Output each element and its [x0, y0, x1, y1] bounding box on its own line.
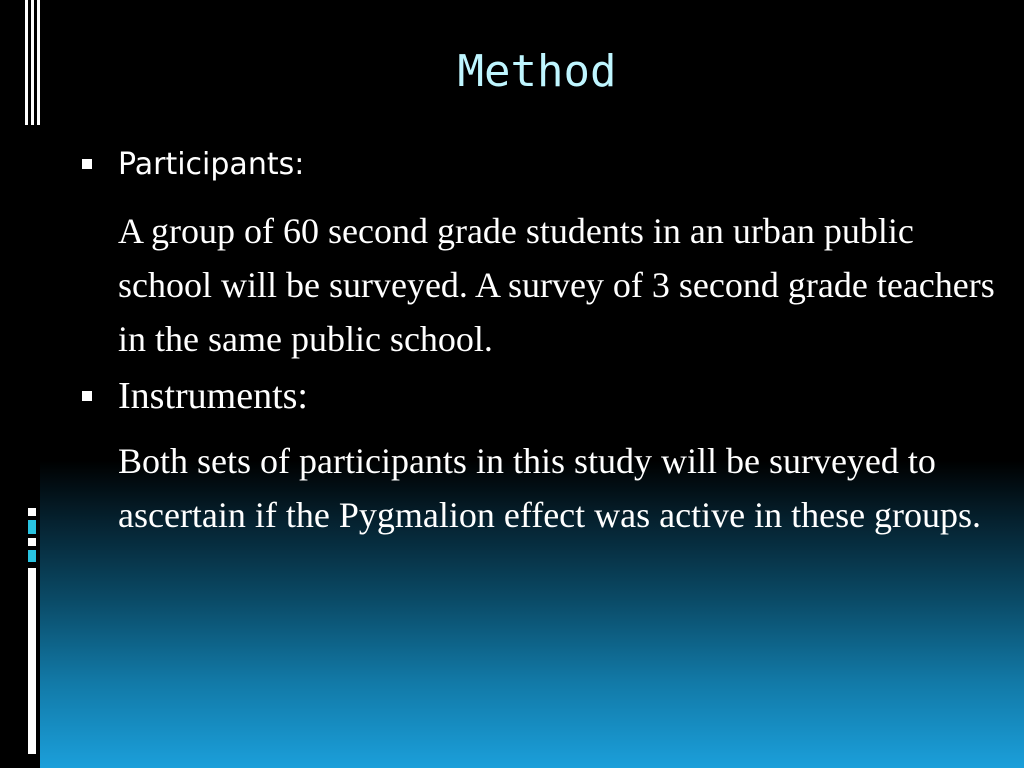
square-bullet-icon [82, 391, 92, 401]
bullet-body-text: A group of 60 second grade students in an urban public school will be surveyed. A survey of 3 second grade teachers in the same public school. [118, 211, 995, 359]
bullet-label: Instruments: [118, 375, 308, 417]
bullet-label: Participants: [118, 147, 305, 182]
decorative-bar [28, 568, 36, 754]
decorative-bar [28, 508, 36, 516]
bullet-item-participants [80, 142, 1000, 188]
decorative-bar [25, 0, 28, 125]
decorative-left-strip [0, 0, 40, 768]
decorative-bar [28, 550, 36, 562]
slide-title: Method [457, 46, 617, 97]
decorative-bar [31, 0, 34, 125]
decorative-bar [28, 538, 36, 546]
bullet-item-instruments [80, 370, 1000, 422]
square-bullet-icon [82, 159, 92, 169]
bullet-body-text: Both sets of participants in this study will be surveyed to ascertain if the Pygmalion effect was active in these groups. [118, 441, 982, 535]
slide-content [80, 140, 1000, 542]
decorative-bar [28, 520, 36, 534]
